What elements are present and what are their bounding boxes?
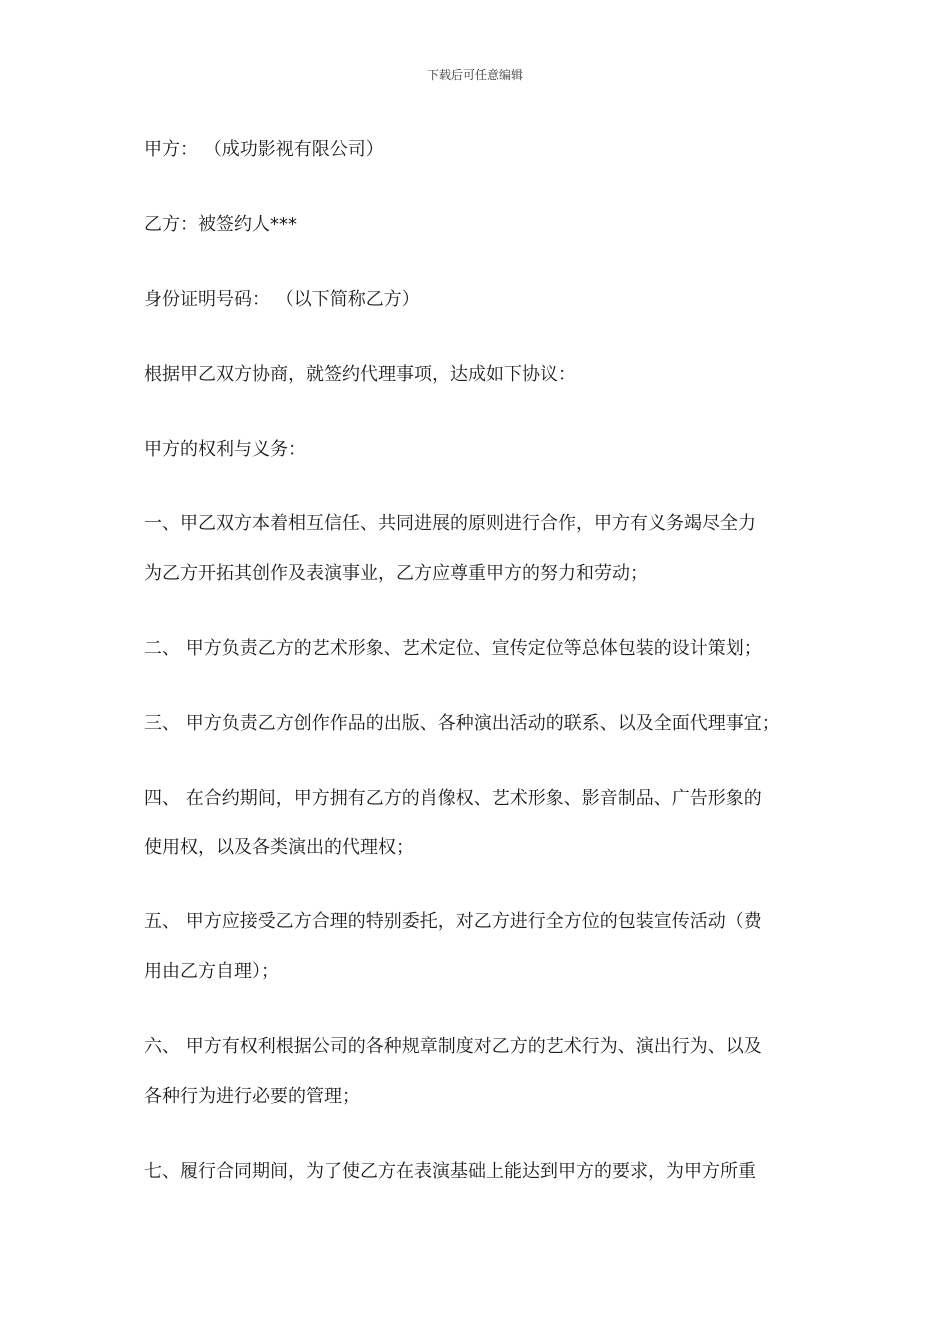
party-b-line: 乙方：被签约人***: [144, 214, 297, 235]
id-number-line: 身份证明号码： （以下简称乙方）: [144, 289, 420, 310]
clause-6-line-2: 各种行为进行必要的管理；: [144, 1086, 360, 1107]
clause-1-line-2: 为乙方开拓其创作及表演事业，乙方应尊重甲方的努力和劳动；: [144, 563, 648, 584]
intro-paragraph: 根据甲乙双方协商，就签约代理事项，达成如下协议：: [144, 364, 576, 385]
clause-7-line-1: 七、履行合同期间，为了使乙方在表演基础上能达到甲方的要求，为甲方所重: [144, 1161, 756, 1182]
clause-4-line-2: 使用权，以及各类演出的代理权；: [144, 837, 414, 858]
party-a-line: 甲方： （成功影视有限公司）: [144, 139, 384, 160]
clause-5-line-2: 用由乙方自理）；: [144, 961, 279, 982]
clause-6-line-1: 六、 甲方有权利根据公司的各种规章制度对乙方的艺术行为、演出行为、以及: [144, 1036, 762, 1057]
clause-1-line-1: 一、甲乙双方本着相互信任、共同进展的原则进行合作，甲方有义务竭尽全力: [144, 513, 756, 534]
page-header: 下载后可任意编辑: [426, 68, 523, 82]
clause-2-line-1: 二、 甲方负责乙方的艺术形象、艺术定位、宣传定位等总体包装的设计策划；: [144, 638, 762, 659]
section-title: 甲方的权利与义务：: [144, 439, 306, 460]
clause-5-line-1: 五、 甲方应接受乙方合理的特别委托，对乙方进行全方位的包装宣传活动（费: [144, 911, 762, 932]
clause-3-line-1: 三、 甲方负责乙方创作作品的出版、各种演出活动的联系、以及全面代理事宜；: [144, 713, 780, 734]
clause-4-line-1: 四、 在合约期间，甲方拥有乙方的肖像权、艺术形象、影音制品、广告形象的: [144, 788, 762, 809]
